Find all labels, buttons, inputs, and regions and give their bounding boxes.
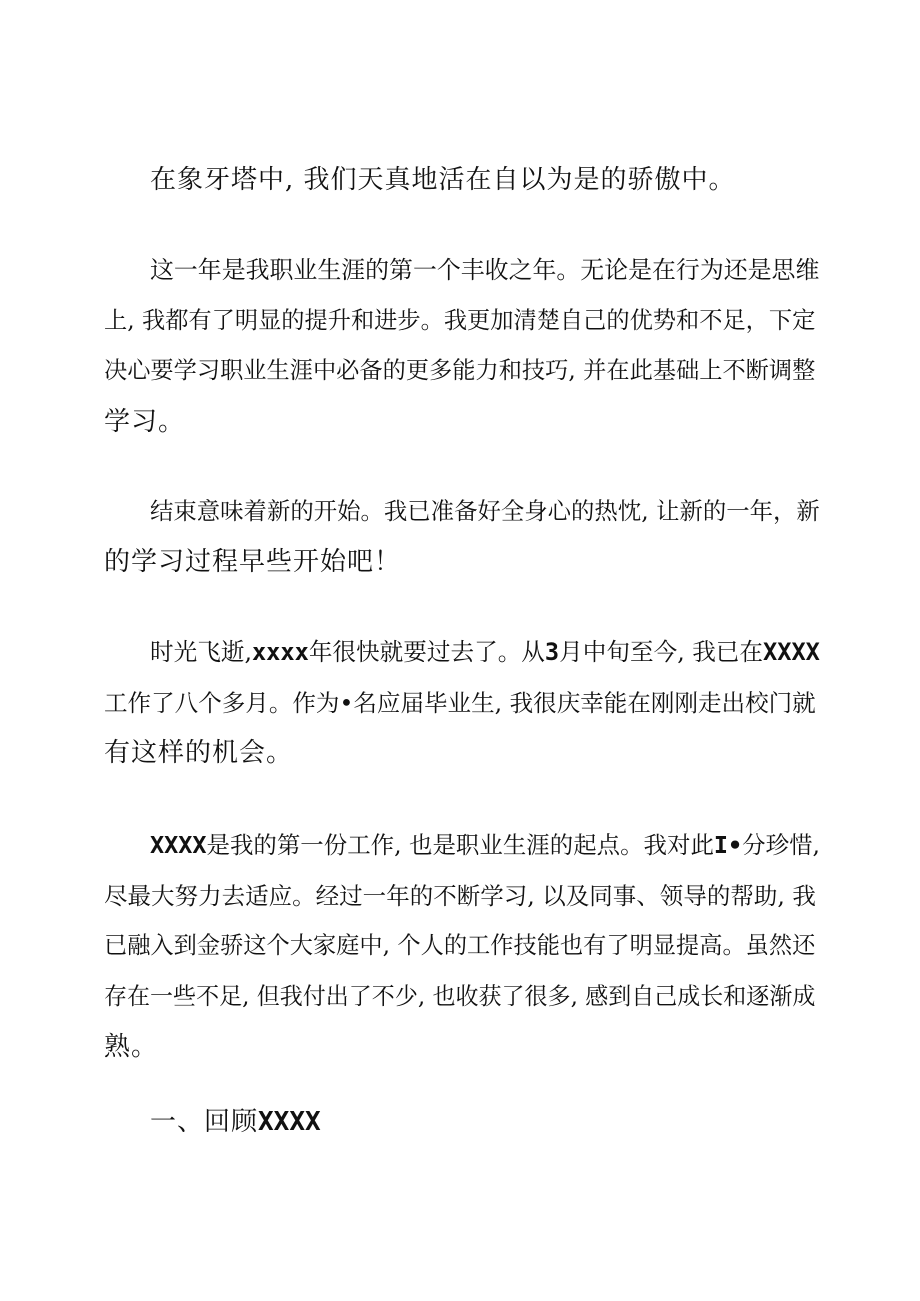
placeholder-company: XXXX (763, 638, 820, 666)
ocr-glyph: I• (713, 831, 743, 859)
text-run: 年很快就要过去了。从 (308, 638, 545, 666)
text-run: 是我的第一份工作, 也是职业生涯的起点。我对此 (206, 831, 714, 859)
placeholder-year: XXXX (258, 1107, 321, 1137)
paragraph-4 (104, 627, 820, 779)
month-number: 3 (544, 638, 560, 666)
paragraph-line: 结束意味着新的开始。我已准备好全身心的热忱, 让新的一年，新 (150, 497, 820, 525)
paragraph-line: 决心要学习职业生涯中必备的更多能力和技巧, 并在此基础上不断调整 (104, 357, 816, 385)
placeholder-year: xxxx (251, 638, 309, 666)
text-run: 月中旬至今, 我已在 (559, 638, 764, 666)
text-run: 时光飞逝, (150, 638, 252, 666)
heading-text: 一、回顾 (150, 1107, 259, 1137)
paragraph-line: 熟。 (104, 1032, 159, 1063)
paragraph-line: 在象牙塔中, 我们天真地活在自以为是的骄傲中。 (150, 165, 736, 195)
paragraph-line: 有这样的机会。 (104, 738, 294, 769)
paragraph-line: 尽最大努力去适应。经过一年的不断学习, 以及同事、领导的帮助, 我 (104, 881, 816, 910)
paragraph-line (104, 627, 820, 678)
paragraph-3 (104, 486, 820, 587)
paragraph-line (104, 820, 820, 871)
text-run: 分珍惜, (742, 831, 820, 859)
section-heading (104, 1097, 816, 1148)
paragraph-5 (104, 820, 820, 1073)
paragraph-line: 工作了八个多月。作为•名应届毕业生, 我很庆幸能在刚刚走出校门就 (104, 688, 816, 717)
paragraph-line: 的学习过程早些开始吧！ (104, 546, 402, 577)
paragraph-line: 这一年是我职业生涯的第一个丰收之年。无论是在行为还是思维 (150, 256, 820, 284)
paragraph-1 (104, 155, 816, 206)
placeholder-company: XXXX (150, 831, 207, 859)
paragraph-line: 学习。 (104, 406, 186, 437)
heading-line (104, 1097, 816, 1148)
paragraph-line: 已融入到金骄这个大家庭中, 个人的工作技能也有了明显提高。虽然还 (104, 932, 816, 960)
paragraph-2 (104, 245, 820, 447)
paragraph-line: 上, 我都有了明显的提升和进步。我更加清楚自己的优势和不足，下定 (104, 306, 816, 334)
paragraph-line: 存在一些不足, 但我付出了不少, 也收获了很多, 感到自己成长和逐渐成 (104, 983, 816, 1010)
